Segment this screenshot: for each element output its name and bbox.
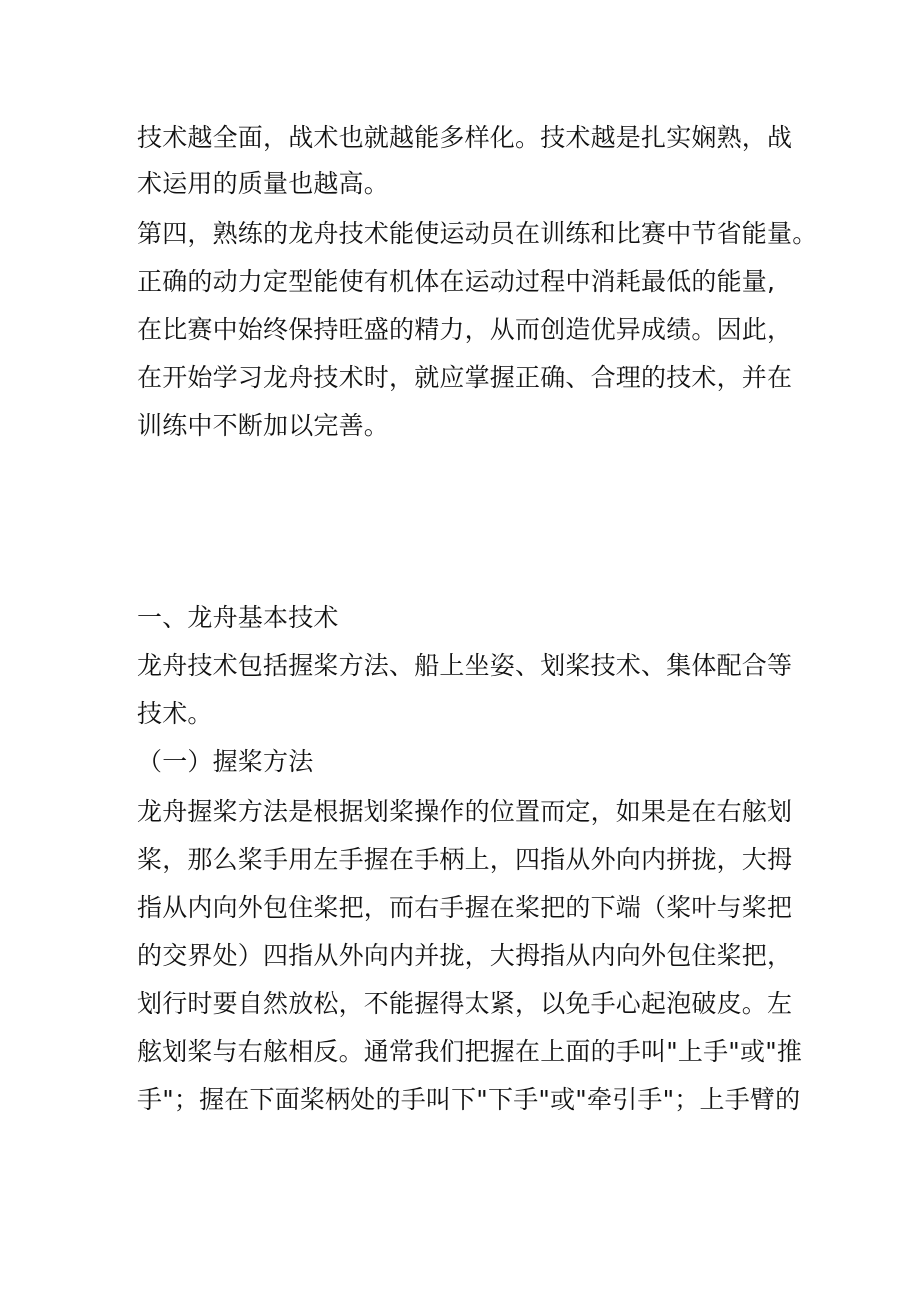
section-intro-line-1: 龙舟技术包括握桨方法、船上坐姿、划桨技术、集体配合等 [137,651,793,680]
subsection-body-line-4: 的交界处）四指从外向内并拢，大拇指从内向外包住桨把， [137,941,793,970]
paragraph-1-line-1: 技术越全面，战术也就越能多样化。技术越是扎实娴熟，战 [137,123,793,152]
subsection-body-line-3: 指从内向外包住桨把，而右手握在桨把的下端（桨叶与桨把 [137,893,793,922]
subsection-body-line-2: 桨，那么桨手用左手握在手柄上，四指从外向内拼拢，大拇 [137,845,793,874]
section-intro-line-2: 技术。 [137,699,213,728]
subsection-body-line-6: 舷划桨与右舷相反。通常我们把握在上面的手叫"上手"或"推 [137,1037,803,1066]
paragraph-1-line-2: 术运用的质量也越高。 [137,169,390,198]
subsection-heading: （一）握桨方法 [137,747,314,776]
section-heading: 一、龙舟基本技术 [137,603,339,632]
subsection-body-line-7: 手"；握在下面桨柄处的手叫下"下手"或"牵引手"；上手臂的 [137,1085,801,1114]
paragraph-2-line-2: 正确的动力定型能使有机体在运动过程中消耗最低的能量, [137,267,776,296]
paragraph-2-line-5: 训练中不断加以完善。 [137,411,390,440]
subsection-body-line-5: 划行时要自然放松，不能握得太紧，以免手心起泡破皮。左 [137,989,793,1018]
paragraph-2-line-4: 在开始学习龙舟技术时，就应掌握正确、合理的技术，并在 [137,363,793,392]
paragraph-2-line-1: 第四，熟练的龙舟技术能使运动员在训练和比赛中节省能量。 [137,219,818,248]
subsection-body-line-1: 龙舟握桨方法是根据划桨操作的位置而定，如果是在右舷划 [137,797,793,826]
paragraph-2-line-3: 在比赛中始终保持旺盛的精力，从而创造优异成绩。因此， [137,315,793,344]
